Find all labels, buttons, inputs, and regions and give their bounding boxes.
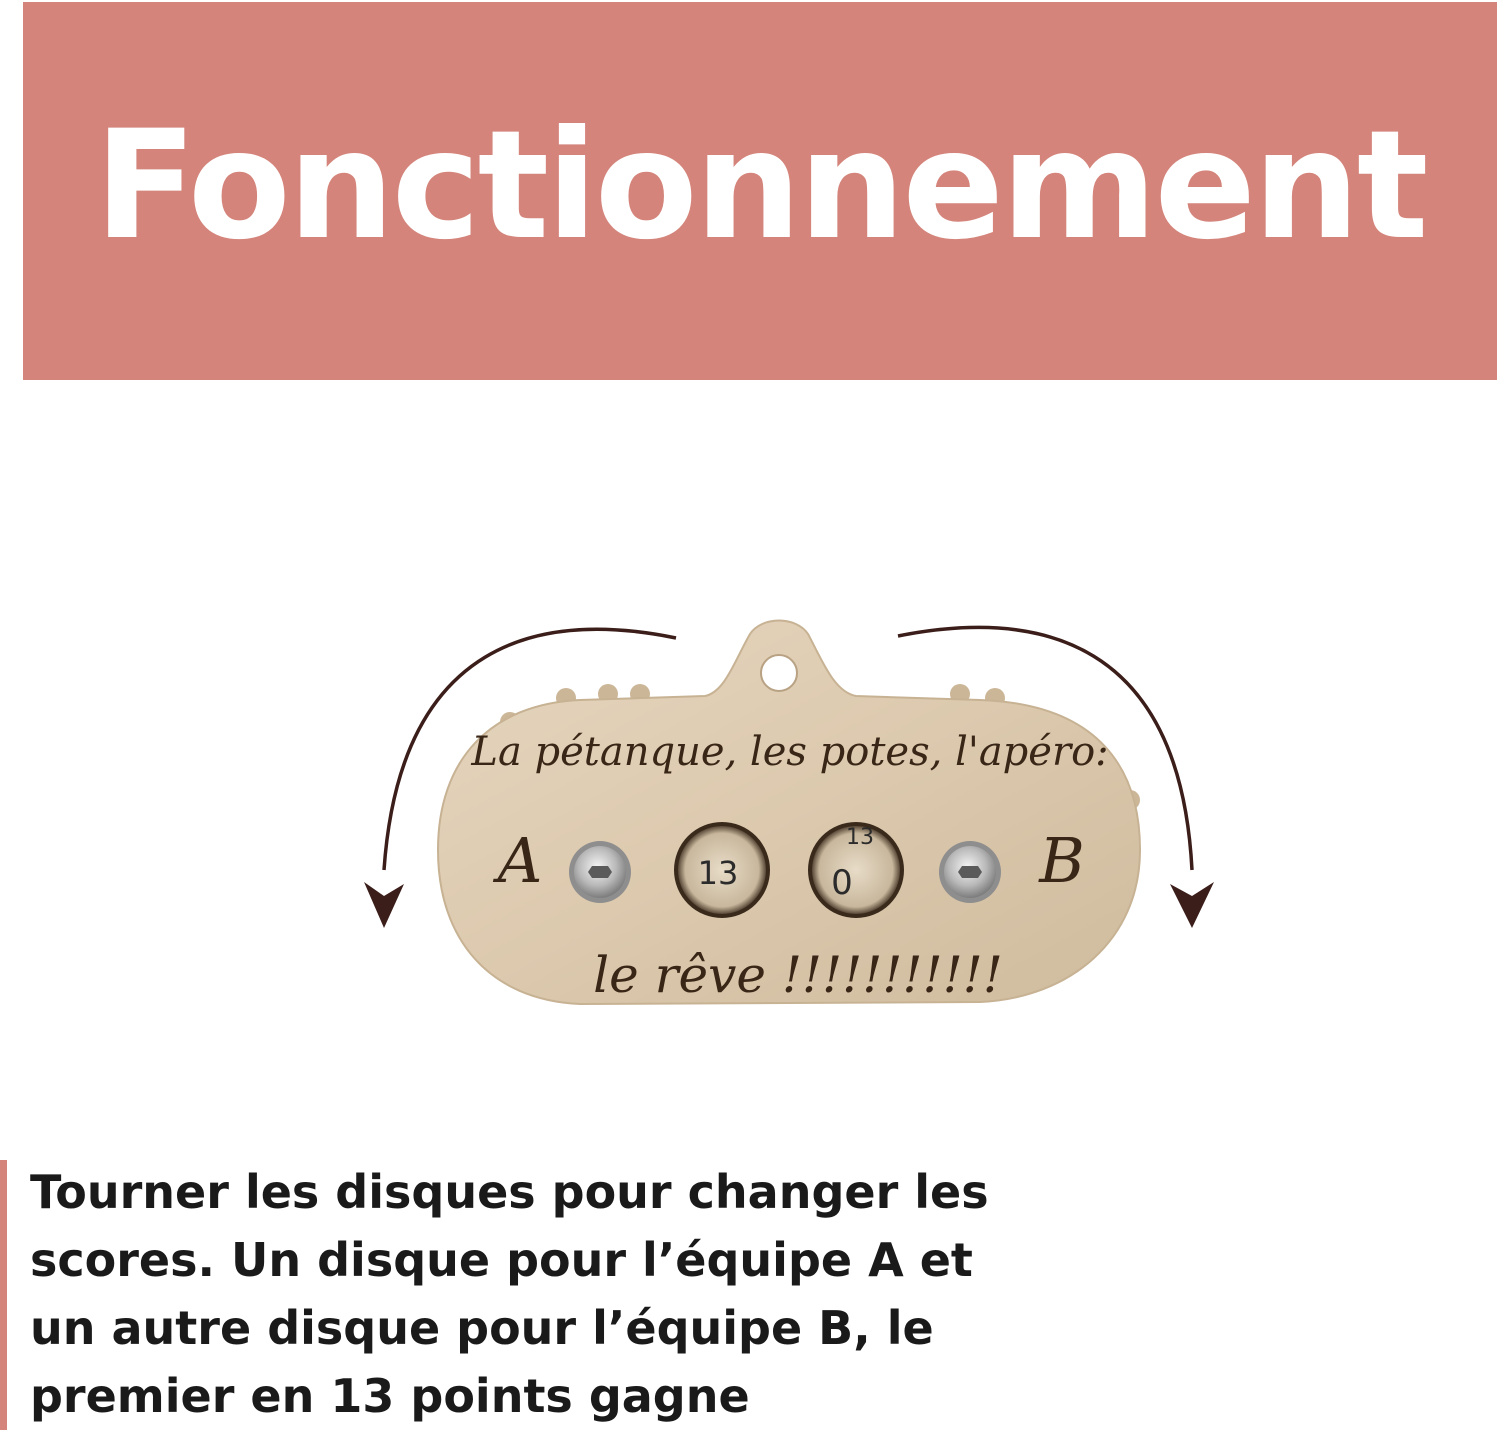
- caption-line: premier en 13 points gagne: [30, 1369, 750, 1423]
- disc-b-score: 0: [831, 863, 853, 903]
- score-disc-a[interactable]: [676, 824, 768, 916]
- caption-text: [30, 1158, 1110, 1430]
- screw-left-icon: [569, 841, 631, 903]
- engraving-top-text: La pétanque, les potes, l'apéro:: [471, 729, 1109, 775]
- disc-b-top-number: 13: [846, 825, 874, 850]
- product-illustration: [340, 600, 1240, 1060]
- team-b-label: B: [1039, 824, 1085, 897]
- screw-right-icon: [939, 841, 1001, 903]
- score-disc-b[interactable]: [810, 824, 902, 916]
- title-banner: [23, 2, 1497, 380]
- caption-accent-bar: [0, 1160, 7, 1430]
- page-title: Fonctionnement: [94, 99, 1426, 273]
- score-counter-image: [340, 600, 1240, 1060]
- caption-line: Tourner les disques pour changer les: [30, 1165, 989, 1219]
- caption-line: scores. Un disque pour l’équipe A et: [30, 1233, 973, 1287]
- engraving-bottom-text: le rêve !!!!!!!!!!!: [593, 946, 1003, 1004]
- team-a-label: A: [497, 824, 543, 897]
- caption-line: un autre disque pour l’équipe B, le: [30, 1301, 934, 1355]
- disc-a-score: 13: [697, 854, 739, 892]
